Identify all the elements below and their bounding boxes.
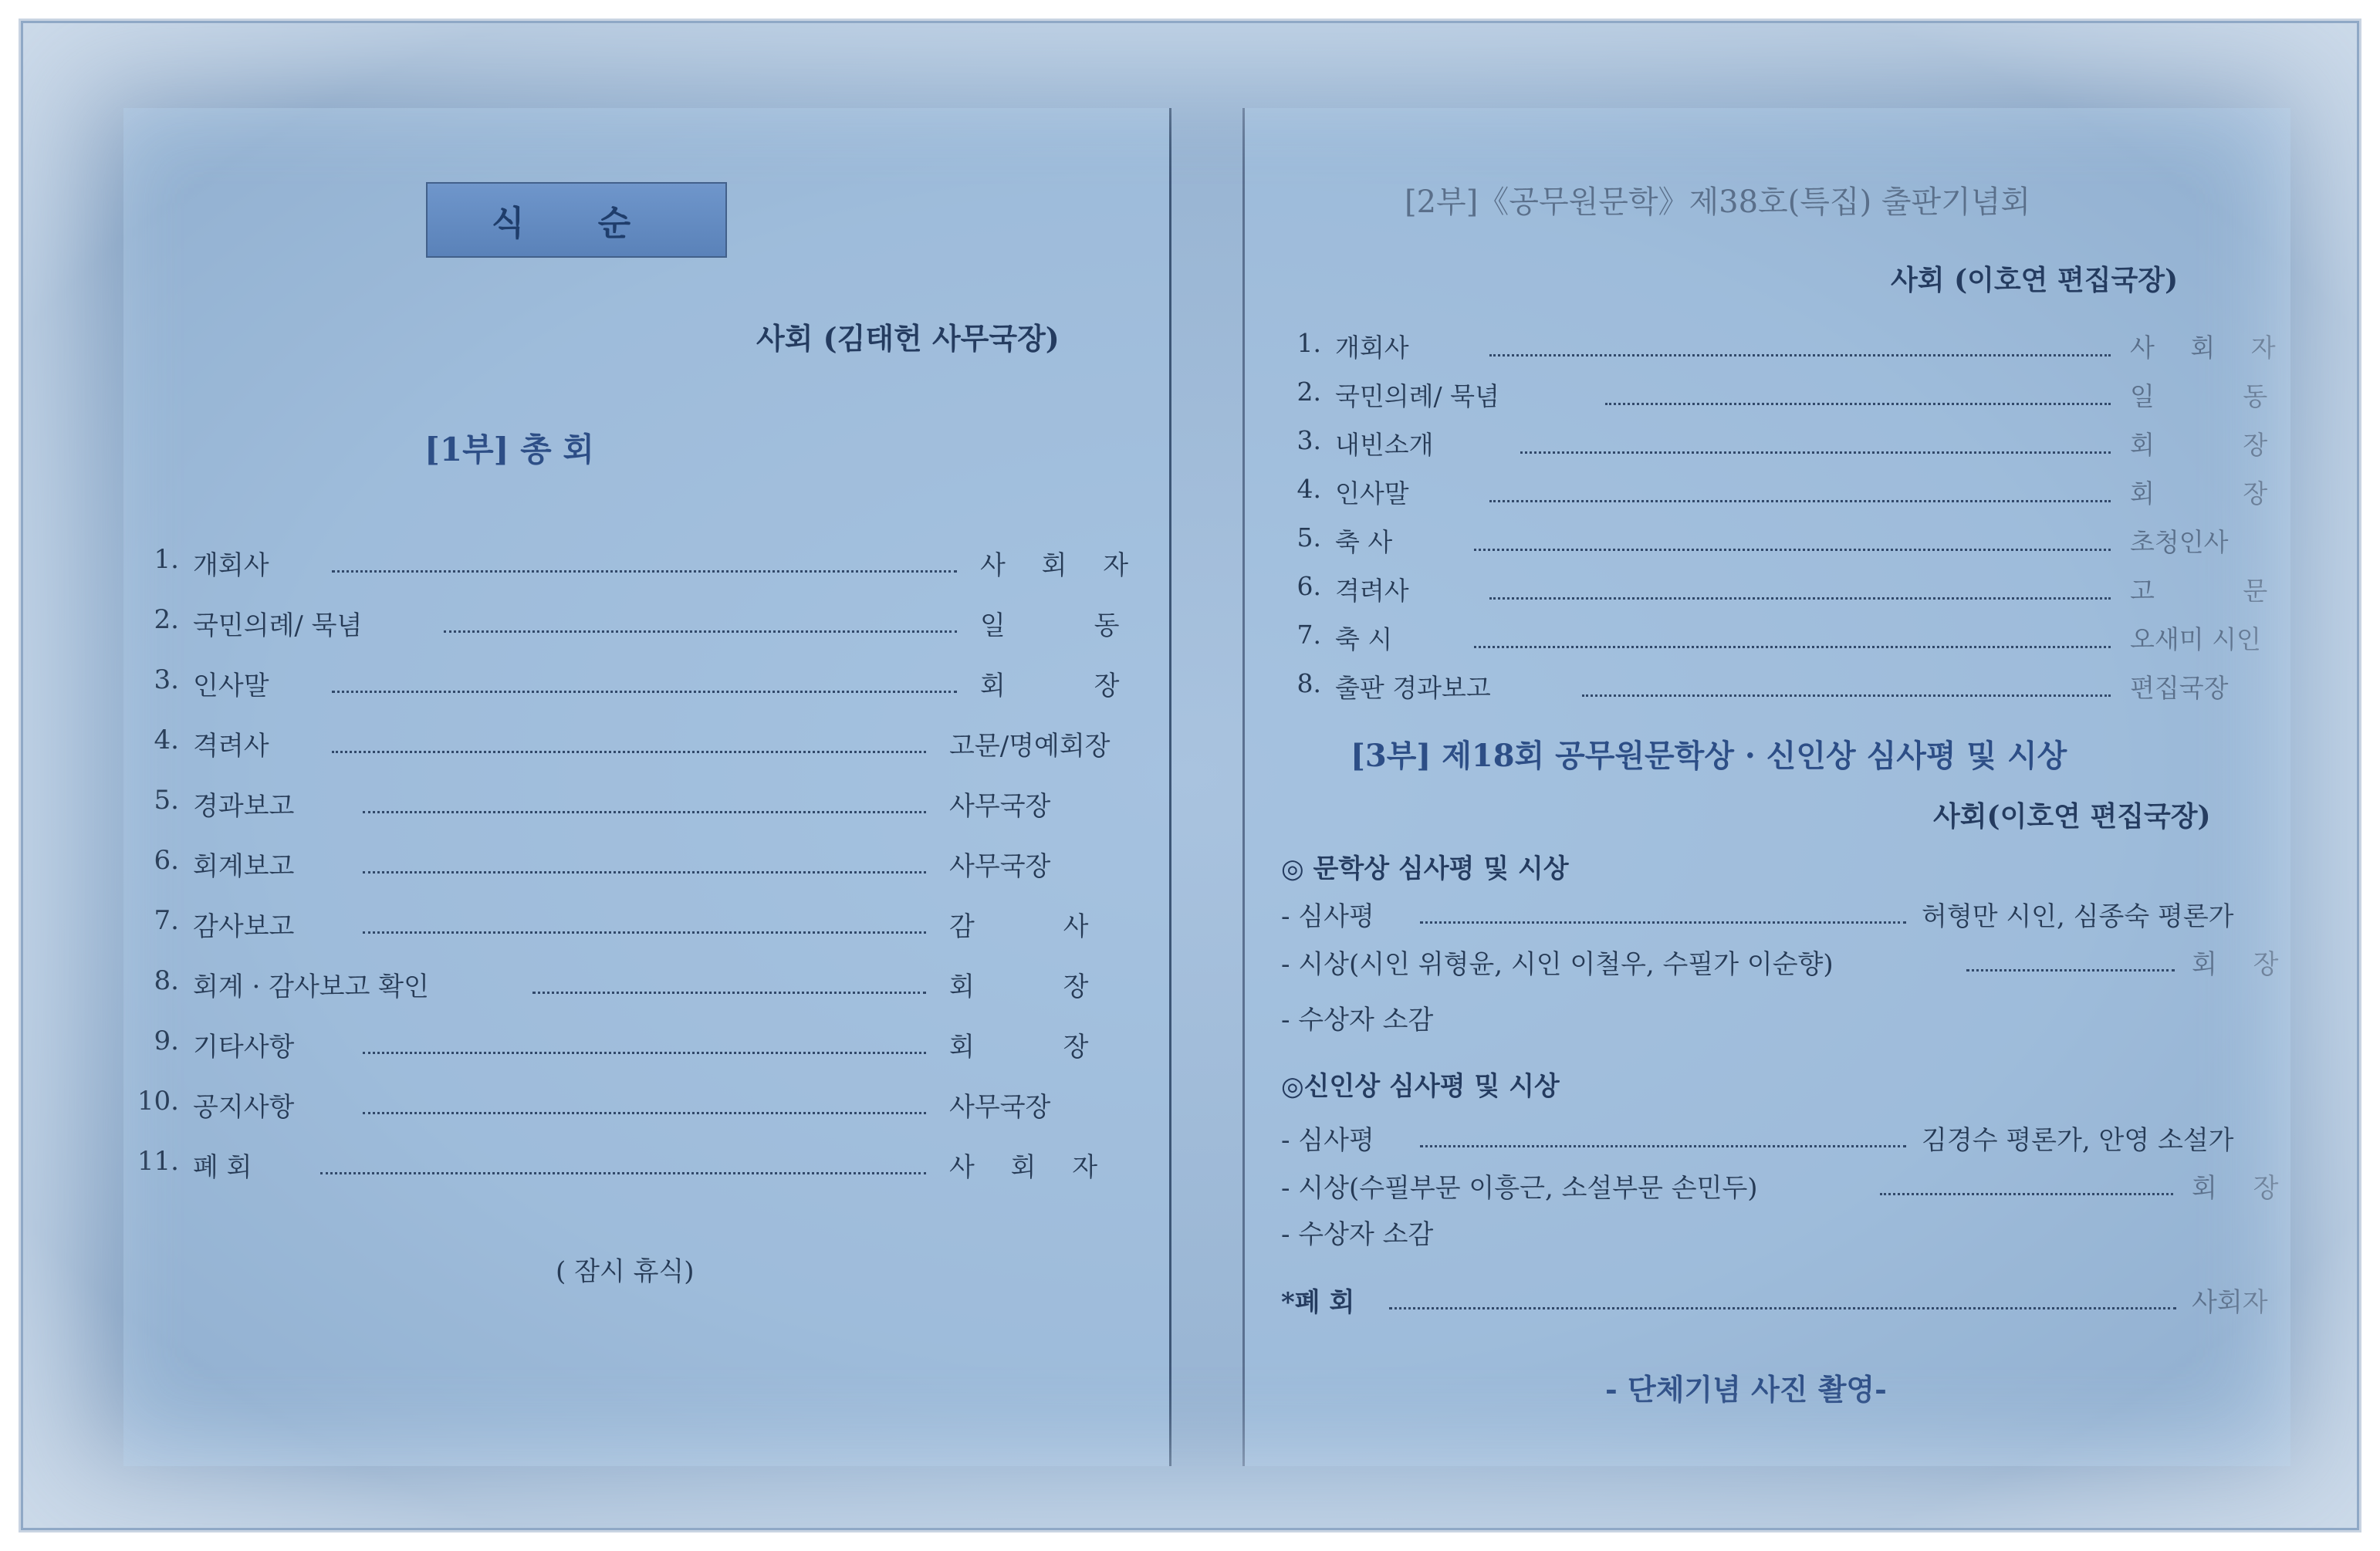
item-presenter: 사 회 자 bbox=[2130, 333, 2290, 363]
right-program-item bbox=[1273, 571, 2308, 610]
leader-dots bbox=[1605, 403, 2111, 405]
item-label: 국민의례/ 묵념 bbox=[1335, 381, 1499, 411]
item-label: 공지사항 bbox=[193, 1092, 295, 1123]
leader-dots bbox=[1489, 354, 2111, 356]
leader-dots bbox=[1474, 549, 2111, 551]
item-number: 8. bbox=[1296, 668, 1321, 698]
item-presenter: 회 장 bbox=[2130, 430, 2308, 460]
item-label: 기타사항 bbox=[193, 1032, 295, 1063]
new-review-value: 김경수 평론가, 안영 소설가 bbox=[1922, 1125, 2234, 1156]
item-label: 축 시 bbox=[1335, 624, 1393, 654]
leader-dots bbox=[1489, 597, 2111, 600]
item-label: 개회사 bbox=[1335, 333, 1409, 363]
item-presenter: 사무국장 bbox=[949, 791, 1051, 822]
item-number: 6. bbox=[154, 845, 179, 876]
closing-row bbox=[1281, 1281, 2269, 1320]
right-program-item bbox=[1273, 328, 2290, 367]
leader-dots bbox=[1420, 1145, 1906, 1147]
item-number: 11. bbox=[137, 1146, 179, 1177]
item-label: 인사말 bbox=[193, 671, 269, 701]
item-number: 4. bbox=[154, 725, 179, 755]
item-label: 경과보고 bbox=[193, 791, 295, 822]
item-presenter: 일 동 bbox=[980, 610, 1160, 641]
right-program-item bbox=[1273, 620, 2277, 658]
program-title: 식 순 bbox=[491, 204, 662, 243]
leader-dots bbox=[332, 751, 926, 753]
new-speech: - 수상자 소감 bbox=[1281, 1219, 1434, 1250]
left-program-item bbox=[131, 604, 1160, 643]
item-label: 감사보고 bbox=[193, 911, 295, 942]
item-label: 국민의례/ 묵념 bbox=[193, 610, 363, 641]
right-program-item bbox=[1273, 377, 2308, 415]
item-presenter: 사무국장 bbox=[949, 1092, 1051, 1123]
item-presenter: 회 장 bbox=[980, 671, 1160, 701]
item-presenter: 초청인사 bbox=[2130, 527, 2229, 557]
left-program-item bbox=[131, 1026, 1134, 1064]
item-number: 3. bbox=[1296, 425, 1321, 455]
right-program-item bbox=[1273, 522, 2277, 561]
leader-dots bbox=[1520, 451, 2111, 454]
program-title-box bbox=[426, 182, 727, 258]
lit-prize-heading: ◎ 문학상 심사평 및 시상 bbox=[1281, 853, 1569, 884]
leader-dots bbox=[332, 570, 957, 573]
item-number: 6. bbox=[1296, 571, 1321, 601]
part3-mc: 사회(이호연 편집국장) bbox=[1933, 800, 2211, 833]
new-award-label: - 시상(수필부문 이흥근, 소설부문 손민두) bbox=[1281, 1173, 1758, 1204]
left-program-item bbox=[131, 905, 1134, 944]
right-program-item bbox=[1273, 474, 2308, 512]
item-label: 인사말 bbox=[1335, 478, 1409, 509]
item-number: 8. bbox=[154, 965, 179, 996]
new-review-row bbox=[1281, 1119, 2269, 1157]
item-label: 회계 · 감사보고 확인 bbox=[193, 971, 429, 1002]
leader-dots bbox=[363, 811, 926, 813]
item-number: 1. bbox=[154, 544, 179, 575]
right-program-item bbox=[1273, 668, 2277, 707]
item-presenter: 고 문 bbox=[2130, 576, 2308, 606]
leader-dots bbox=[320, 1172, 926, 1174]
item-number: 3. bbox=[154, 664, 179, 695]
lit-award-value: 회 장 bbox=[2192, 949, 2293, 980]
left-program-item bbox=[131, 544, 1143, 583]
item-presenter: 일 동 bbox=[2130, 381, 2308, 411]
leader-dots bbox=[363, 1052, 926, 1054]
lit-review-label: - 심사평 bbox=[1281, 901, 1374, 932]
left-program-item bbox=[131, 965, 1134, 1004]
lit-speech: - 수상자 소감 bbox=[1281, 1005, 1434, 1036]
item-number: 4. bbox=[1296, 474, 1321, 504]
item-number: 7. bbox=[154, 905, 179, 936]
item-presenter: 사무국장 bbox=[949, 851, 1051, 882]
leader-dots bbox=[1420, 921, 1906, 924]
part2-title: [2부]《공무원문학》제38호(특집) 출판기념회 bbox=[1405, 184, 2031, 220]
left-program-item bbox=[131, 664, 1160, 703]
item-label: 내빈소개 bbox=[1335, 430, 1434, 460]
program-photo bbox=[23, 23, 2357, 1528]
photo-note: - 단체기념 사진 촬영- bbox=[1605, 1372, 1887, 1407]
item-number: 10. bbox=[137, 1086, 179, 1117]
item-number: 5. bbox=[1296, 522, 1321, 552]
item-label: 축 사 bbox=[1335, 527, 1393, 557]
item-label: 출판 경과보고 bbox=[1335, 673, 1491, 703]
left-program-item bbox=[131, 845, 1134, 884]
lit-award-row bbox=[1281, 943, 2293, 982]
item-number: 1. bbox=[1296, 328, 1321, 358]
new-award-value: 회 장 bbox=[2192, 1173, 2293, 1204]
item-label: 회계보고 bbox=[193, 851, 295, 882]
item-number: 2. bbox=[1296, 377, 1321, 407]
leader-dots bbox=[1880, 1193, 2173, 1195]
left-program-item bbox=[131, 725, 1134, 763]
part2-mc: 사회 (이호연 편집국장) bbox=[1891, 264, 2179, 296]
break-note: ( 잠시 휴식) bbox=[556, 1256, 695, 1287]
leader-dots bbox=[363, 1112, 926, 1114]
leader-dots bbox=[532, 992, 926, 994]
part1-title: [1부] 총 회 bbox=[424, 431, 594, 468]
leader-dots bbox=[1966, 969, 2175, 971]
item-label: 개회사 bbox=[193, 550, 269, 581]
leader-dots bbox=[1474, 646, 2111, 648]
item-number: 5. bbox=[154, 785, 179, 816]
left-program-item bbox=[131, 785, 1134, 823]
item-presenter: 오새미 시인 bbox=[2130, 624, 2261, 654]
new-award-row bbox=[1281, 1167, 2293, 1205]
item-presenter: 회 장 bbox=[949, 1032, 1129, 1063]
leader-dots bbox=[1582, 694, 2111, 697]
right-program-item bbox=[1273, 425, 2308, 464]
leader-dots bbox=[1489, 500, 2111, 502]
item-label: 격려사 bbox=[193, 731, 269, 762]
item-label: 격려사 bbox=[1335, 576, 1409, 606]
left-program-item bbox=[131, 1086, 1134, 1124]
leader-dots bbox=[1389, 1307, 2176, 1309]
item-presenter: 감 사 bbox=[949, 911, 1129, 942]
item-presenter: 고문/명예회장 bbox=[949, 731, 1111, 762]
item-presenter: 회 장 bbox=[949, 971, 1129, 1002]
item-number: 7. bbox=[1296, 620, 1321, 650]
new-prize-heading: ◎신인상 심사평 및 시상 bbox=[1281, 1071, 1560, 1102]
right-page bbox=[1242, 108, 2290, 1466]
left-mc: 사회 (김태헌 사무국장) bbox=[756, 321, 1060, 356]
item-presenter: 회 장 bbox=[2130, 478, 2308, 509]
lit-award-label: - 시상(시인 위형윤, 시인 이철우, 수필가 이순향) bbox=[1281, 949, 1834, 980]
item-label: 폐 회 bbox=[193, 1152, 252, 1183]
closing-value: 사회자 bbox=[2192, 1287, 2268, 1318]
item-number: 2. bbox=[154, 604, 179, 635]
item-presenter: 사 회 자 bbox=[980, 550, 1143, 581]
item-presenter: 편집국장 bbox=[2130, 673, 2229, 703]
leader-dots bbox=[363, 931, 926, 934]
item-number: 9. bbox=[154, 1026, 179, 1056]
leader-dots bbox=[363, 871, 926, 873]
item-presenter: 사 회 자 bbox=[949, 1152, 1112, 1183]
leader-dots bbox=[444, 630, 957, 633]
lit-review-row bbox=[1281, 895, 2269, 934]
part3-title: [3부] 제18회 공무원문학상 · 신인상 심사평 및 시상 bbox=[1351, 738, 2067, 774]
leader-dots bbox=[332, 691, 957, 693]
lit-review-value: 허형만 시인, 심종숙 평론가 bbox=[1922, 901, 2234, 932]
new-review-label: - 심사평 bbox=[1281, 1125, 1374, 1156]
left-program-item bbox=[131, 1146, 1134, 1184]
closing-label: *폐 회 bbox=[1281, 1287, 1355, 1318]
